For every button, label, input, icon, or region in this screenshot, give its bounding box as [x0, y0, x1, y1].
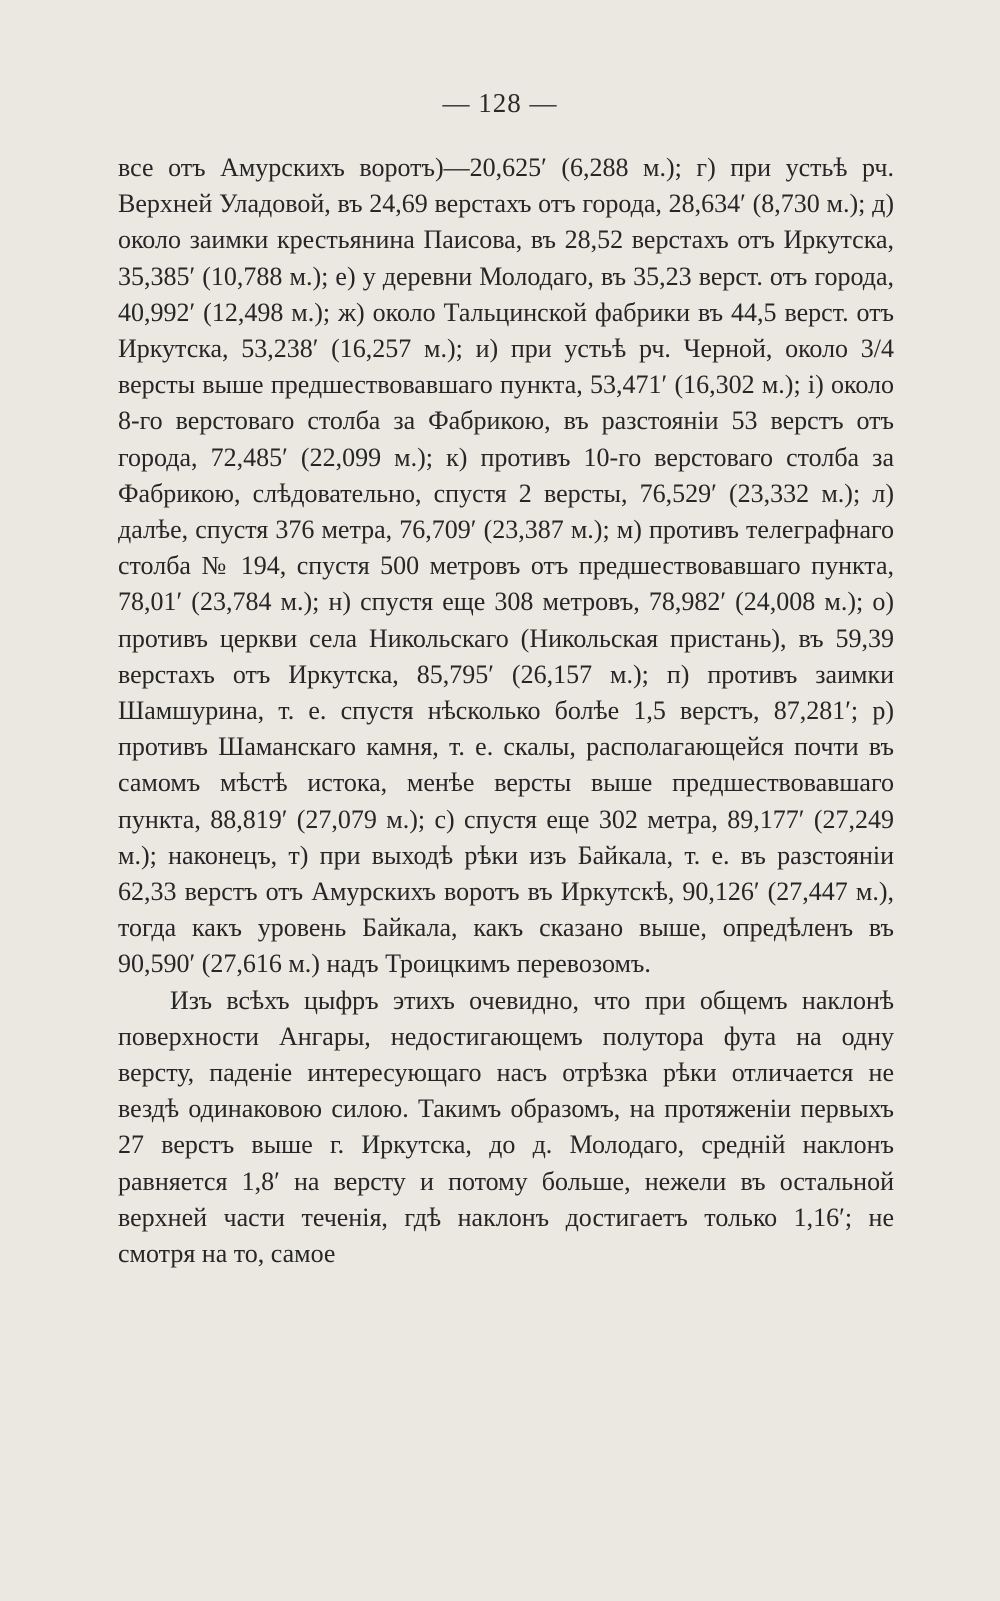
body-text — [118, 150, 894, 1272]
page-number: — 128 — — [442, 88, 558, 118]
paragraph-measurements: все отъ Амурскихъ воротъ)—20,625′ (6,288 м.); г) при устьѣ рч. Верхней Уладовой, въ 24,69 верстахъ отъ города, 28,634′ (8,730 м.); д) около заимки крестьянина Паисова, въ 28,52 верстахъ отъ Иркутска, 35,385′ (10,788 м.); е) у деревни Молодаго, въ 35,23 верст. отъ города, 40,992′ (12,498 м.); ж) около Тальцинской фабрики въ 44,5 верст. отъ Иркутска, 53,238′ (16,257 м.); и) при устьѣ рч. Черной, около 3/4 версты выше предшествовавшаго пункта, 53,471′ (16,302 м.); і) около 8-го верстоваго столба за Фабрикою, въ разстояніи 53 верстъ отъ города, 72,485′ (22,099 м.); к) противъ 10-го верстоваго столба за Фабрикою, слѣдовательно, спустя 2 версты, 76,529′ (23,332 м.); л) далѣе, спустя 376 метра, 76,709′ (23,387 м.); м) противъ телеграфнаго столба № 194, спустя 500 метровъ отъ предшествовавшаго пункта, 78,01′ (23,784 м.); н) спустя еще 308 метровъ, 78,982′ (24,008 м.); о) противъ церкви села Никольскаго (Никольская пристань), въ 59,39 верстахъ отъ Иркутска, 85,795′ (26,157 м.); п) противъ заимки Шамшурина, т. е. спустя нѣсколько болѣе 1,5 верстъ, 87,281′; р) противъ Шаманскаго камня, т. е. скалы, располагающейся почти въ самомъ мѣстѣ истока, менѣе версты выше предшествовавшаго пункта, 88,819′ (27,079 м.); с) спустя еще 302 метра, 89,177′ (27,249 м.); наконецъ, т) при выходѣ рѣки изъ Байкала, т. е. въ разстояніи 62,33 верстъ отъ Амурскихъ воротъ въ Иркутскѣ, 90,126′ (27,447 м.), тогда какъ уровень Байкала, какъ сказано выше, опредѣленъ въ 90,590′ (27,616 м.) надъ Троицкимъ перевозомъ. — [118, 153, 894, 979]
paragraph-conclusion: Изъ всѣхъ цыфръ этихъ очевидно, что при общемъ наклонѣ поверхности Ангары, недостигающемъ полутора фута на одну версту, паденіе интересующаго насъ отрѣзка рѣки отличается не вездѣ одинаковою силою. Такимъ образомъ, на протяженіи первыхъ 27 верстъ выше г. Иркутска, до д. Молодаго, средній наклонъ равняется 1,8′ на версту и потому больше, нежели въ остальной верхней части теченія, гдѣ наклонъ достигаетъ только 1,16′; не смотря на то, самое — [118, 985, 894, 1269]
